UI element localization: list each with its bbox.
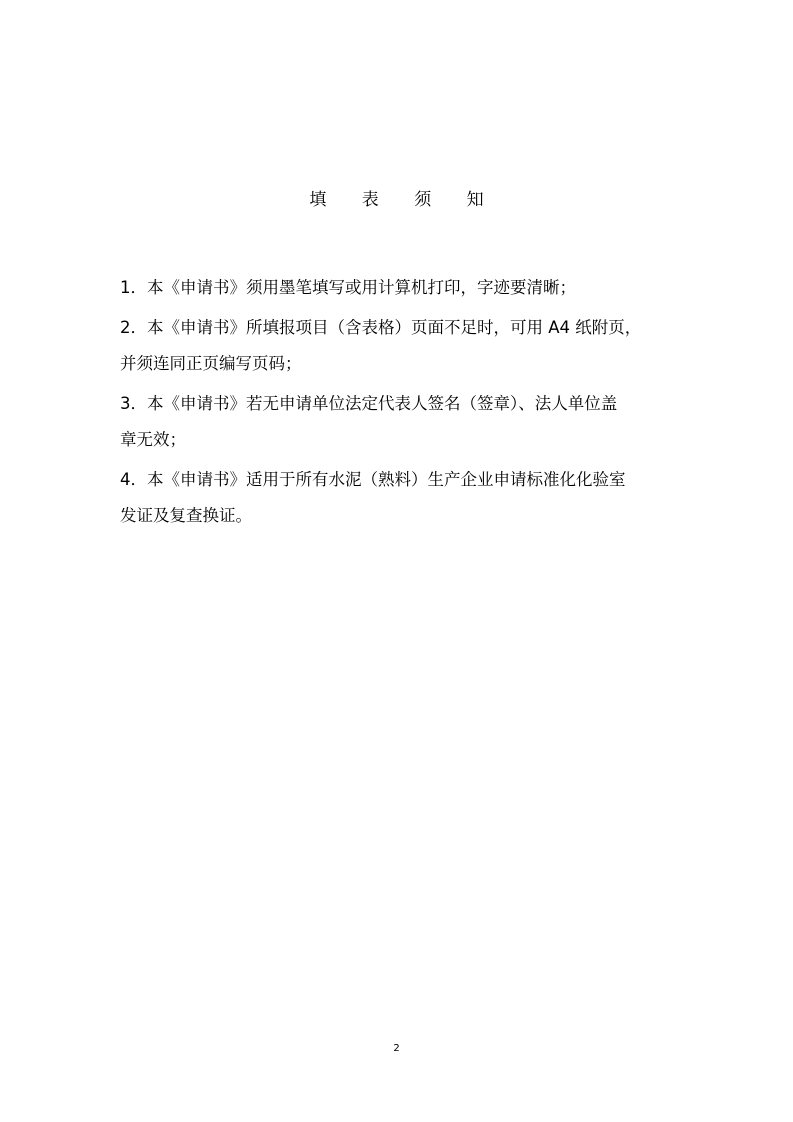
instruction-item-1 <box>120 270 685 306</box>
instruction-item-2 <box>120 310 685 382</box>
instruction-line: 1．本《申请书》须用墨笔填写或用计算机打印，字迹要清晰； <box>120 278 576 297</box>
instructions-list <box>120 270 685 538</box>
instruction-line: 章无效； <box>120 430 186 449</box>
instruction-item-4 <box>120 462 685 534</box>
instruction-line: 3．本《申请书》若无申请单位法定代表人签名（签章）、法人单位盖 <box>120 394 618 413</box>
instruction-line: 并须连同正页编写页码； <box>120 354 302 373</box>
instruction-line: 发证及复查换证。 <box>120 506 252 525</box>
instruction-line: 4．本《申请书》适用于所有水泥（熟料）生产企业申请标准化化验室 <box>120 470 626 489</box>
page-number: 2 <box>393 1043 400 1054</box>
instruction-line: 2．本《申请书》所填报项目（含表格）页面不足时，可用 A4 纸附页， <box>120 318 642 337</box>
page-title: 填 表 须 知 <box>309 190 499 210</box>
instruction-item-3 <box>120 386 685 458</box>
